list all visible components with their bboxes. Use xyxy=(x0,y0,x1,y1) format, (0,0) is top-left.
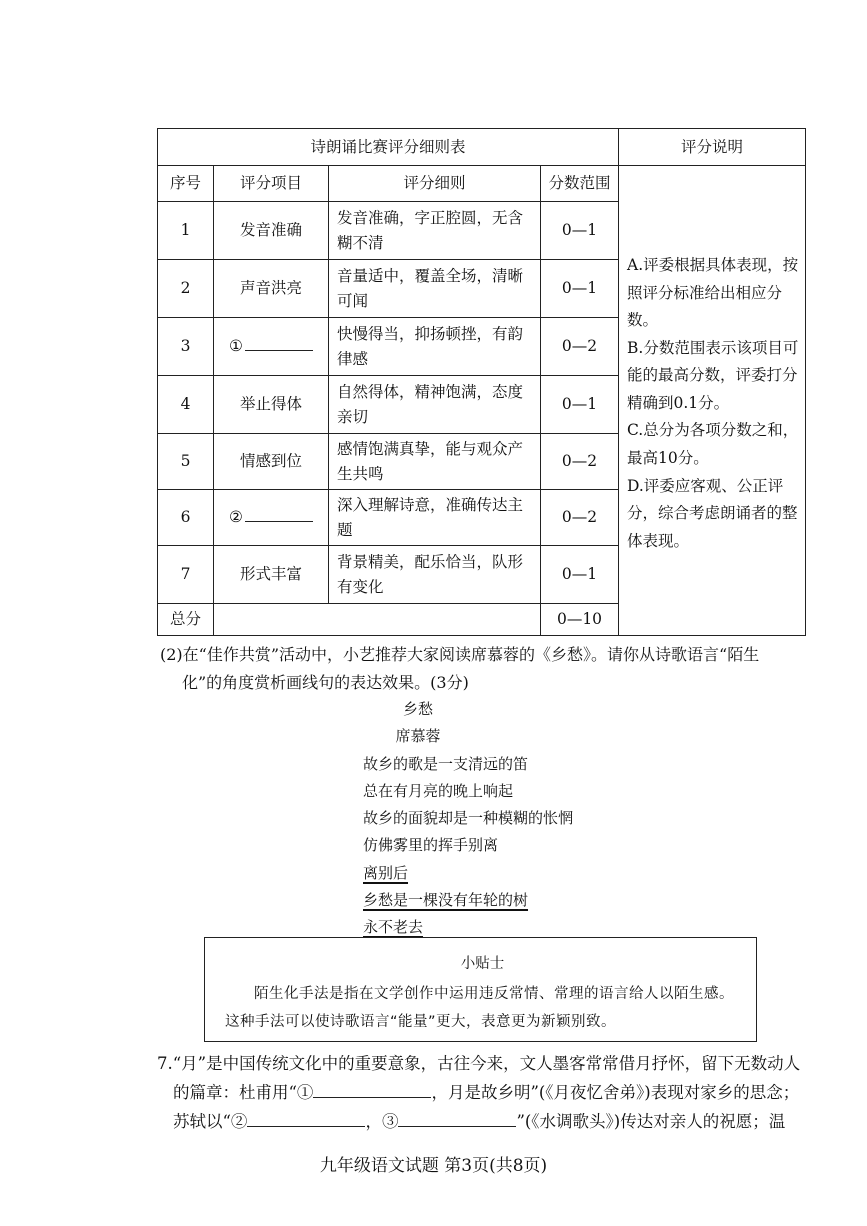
poem-line: 故乡的歌是一支清远的笛 xyxy=(363,754,529,773)
tip-box xyxy=(204,937,757,1042)
question-7-line-3 xyxy=(157,1107,800,1136)
row-detail: 快慢得当，抑扬顿挫，有韵律感 xyxy=(329,318,541,376)
tip-body: 陌生化手法是指在文学创作中运用违反常情、常理的语言给人以陌生感。这种手法可以使诗歌语言“能量”更大，表意更为新颖别致。 xyxy=(225,986,734,1030)
question-2-line-1: (2)在“佳作共赏”活动中，小艺推荐大家阅读席慕蓉的《乡愁》。请你从诗歌语言“陌生 xyxy=(160,645,760,664)
poem-line: 故乡的面貌却是一种模糊的怅惘 xyxy=(363,809,574,828)
row-number: 6 xyxy=(158,490,214,546)
poem-title: 乡愁 xyxy=(402,700,433,718)
question-7-text: ”(《水调歌头》)传达对亲人的祝愿；温 xyxy=(516,1112,786,1131)
note-d: D.评委应客观、公正评分，综合考虑朗诵者的整体表现。 xyxy=(627,476,798,550)
row-item-blank-2[interactable] xyxy=(214,490,329,546)
row-range: 0—2 xyxy=(541,318,619,376)
row-item: 举止得体 xyxy=(214,376,329,434)
row-item: 情感到位 xyxy=(214,434,329,490)
question-7 xyxy=(157,1049,800,1136)
row-item: 形式丰富 xyxy=(214,546,329,604)
note-b: B.分数范围表示该项目可能的最高分数，评委打分精确到0.1分。 xyxy=(627,338,799,412)
question-7-text: ，③ xyxy=(365,1112,399,1131)
answer-blank-q7-3[interactable] xyxy=(398,1108,516,1127)
row-item: 声音洪亮 xyxy=(214,260,329,318)
poem-line: 仿佛雾里的挥手别离 xyxy=(363,836,499,855)
note-a: A.评委根据具体表现，按照评分标准给出相应分数。 xyxy=(627,256,799,330)
total-range: 0—10 xyxy=(541,604,619,636)
row-detail: 背景精美，配乐恰当，队形有变化 xyxy=(329,546,541,604)
col-header-range: 分数范围 xyxy=(541,166,619,202)
notes-header: 评分说明 xyxy=(619,129,806,166)
total-empty-cell xyxy=(214,604,541,636)
col-header-item: 评分项目 xyxy=(214,166,329,202)
row-detail: 感情饱满真挚，能与观众产生共鸣 xyxy=(329,434,541,490)
row-detail: 深入理解诗意，准确传达主题 xyxy=(329,490,541,546)
poem xyxy=(363,696,573,942)
question-7-text: 苏轼以“② xyxy=(173,1112,248,1131)
row-detail: 自然得体，精神饱满，态度亲切 xyxy=(329,376,541,434)
question-2-line-2: 化”的角度赏析画线句的表达效果。(3分) xyxy=(182,673,469,692)
blank-marker-1: ① xyxy=(229,337,243,356)
row-range: 0—1 xyxy=(541,260,619,318)
question-7-line-2 xyxy=(157,1078,800,1107)
scoring-notes xyxy=(619,166,806,636)
question-2 xyxy=(160,641,759,697)
row-number: 5 xyxy=(158,434,214,490)
row-range: 0—1 xyxy=(541,546,619,604)
poem-line: 总在有月亮的晚上响起 xyxy=(363,781,514,800)
answer-blank-q7-1[interactable] xyxy=(313,1079,431,1098)
row-item: 发音准确 xyxy=(214,202,329,260)
answer-blank-2[interactable] xyxy=(245,520,313,522)
question-7-text: 的篇章：杜甫用“① xyxy=(173,1083,314,1102)
poem-underlined-line: 离别后 xyxy=(363,863,409,882)
row-number: 3 xyxy=(158,318,214,376)
row-number: 1 xyxy=(158,202,214,260)
row-item-blank-1[interactable] xyxy=(214,318,329,376)
row-range: 0—2 xyxy=(541,490,619,546)
answer-blank-q7-2[interactable] xyxy=(247,1108,365,1127)
row-detail: 发音准确，字正腔圆，无含糊不清 xyxy=(329,202,541,260)
page-footer: 九年级语文试题 第3页(共8页) xyxy=(319,1156,548,1176)
row-number: 4 xyxy=(158,376,214,434)
row-range: 0—1 xyxy=(541,376,619,434)
answer-blank-1[interactable] xyxy=(245,349,313,351)
poem-author: 席慕蓉 xyxy=(395,727,441,746)
question-7-text: ，月是故乡明”(《月夜忆舍弟》)表现对家乡的思念； xyxy=(431,1083,800,1102)
total-label: 总分 xyxy=(158,604,214,636)
poem-underlined-line: 乡愁是一棵没有年轮的树 xyxy=(363,891,529,910)
scoring-table xyxy=(157,128,806,636)
note-c: C.总分为各项分数之和，最高10分。 xyxy=(627,421,799,468)
question-7-line-1: 7.“月”是中国传统文化中的重要意象，古往今来，文人墨客常常借月抒怀，留下无数动人 xyxy=(157,1054,801,1073)
row-number: 2 xyxy=(158,260,214,318)
tip-title: 小贴士 xyxy=(460,956,505,972)
row-range: 0—2 xyxy=(541,434,619,490)
col-header-detail: 评分细则 xyxy=(329,166,541,202)
blank-marker-2: ② xyxy=(229,508,243,527)
poem-underlined-line: 永不老去 xyxy=(363,918,424,937)
row-range: 0—1 xyxy=(541,202,619,260)
row-number: 7 xyxy=(158,546,214,604)
row-detail: 音量适中，覆盖全场，清晰可闻 xyxy=(329,260,541,318)
col-header-no: 序号 xyxy=(158,166,214,202)
table-title: 诗朗诵比赛评分细则表 xyxy=(158,129,619,166)
